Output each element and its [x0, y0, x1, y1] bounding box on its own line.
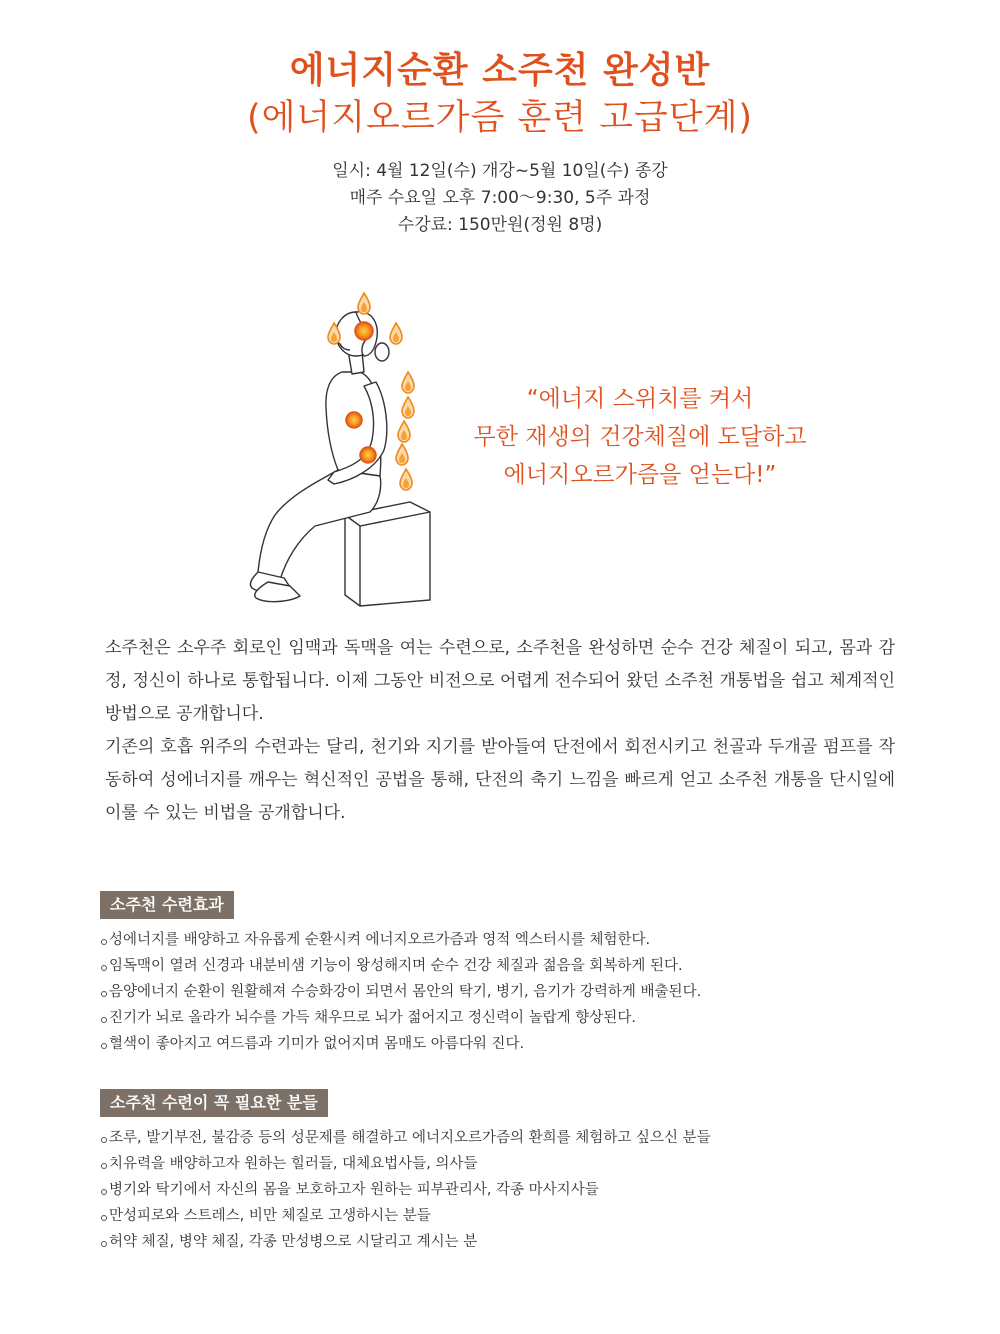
list-item: 임독맥이 열려 신경과 내분비샘 기능이 왕성해지며 순수 건강 체질과 젊음을 회복하게 된다. [100, 953, 900, 979]
effects-list [100, 927, 900, 1057]
flame-icon [398, 421, 410, 442]
schedule-date-line: 일시: 4월 12일(수) 개강~5월 10일(수) 종강 [332, 161, 668, 181]
flame-icon [402, 397, 414, 418]
list-item: 만성피로와 스트레스, 비만 체질로 고생하시는 분들 [100, 1203, 900, 1229]
quote-line: “에너지 스위치를 켜서 [526, 386, 754, 412]
dantian-energy-point [360, 447, 376, 463]
list-item: 허약 체질, 병약 체질, 각종 만성병으로 시달리고 계시는 분 [100, 1229, 900, 1255]
list-item: 병기와 탁기에서 자신의 몸을 보호하고자 원하는 피부관리사, 각종 마사지사들 [100, 1177, 900, 1203]
list-item: 조루, 발기부전, 불감증 등의 성문제를 해결하고 에너지오르가즘의 환희를 체험하고 싶으신 분들 [100, 1125, 900, 1151]
description-paragraph: 기존의 호흡 위주의 수련과는 달리, 천기와 지기를 받아들여 단전에서 회전시키고 천골과 두개골 펌프를 작동하여 성에너지를 깨우는 혁신적인 공법을 통해, 단전의 축기 느낌을 빠르게 얻고 소주천 개통을 단시일에 이룰 수 있는 비법을 공개합니다. [105, 737, 895, 823]
crown-energy-point [355, 322, 373, 340]
audience-section-label: 소주천 수련이 꼭 필요한 분들 [100, 1089, 328, 1117]
flame-icon [400, 469, 412, 490]
page-title: 에너지순환 소주천 완성반 [289, 50, 711, 91]
schedule-time-line: 매주 수요일 오후 7:00～9:30, 5주 과정 [349, 188, 651, 208]
course-description [105, 632, 895, 830]
effects-section-label: 소주천 수련효과 [100, 891, 234, 919]
slogan-quote [440, 380, 840, 494]
list-item: 진기가 뇌로 올라가 뇌수를 가득 채우므로 뇌가 젊어지고 정신력이 놀랍게 향상된다. [100, 1005, 900, 1031]
page-subtitle: (에너지오르가즘 훈련 고급단계) [246, 98, 754, 138]
flame-icon [402, 372, 414, 393]
list-item: 성에너지를 배양하고 자유롭게 순환시켜 에너지오르가즘과 영적 엑스터시를 체험한다. [100, 927, 900, 953]
list-item: 혈색이 좋아지고 여드름과 기미가 없어지며 몸매도 아름다워 진다. [100, 1031, 900, 1057]
quote-line: 에너지오르가즘을 얻는다!” [503, 462, 777, 488]
description-paragraph: 소주천은 소우주 회로인 임맥과 독맥을 여는 수련으로, 소주천을 완성하면 순수 건강 체질이 되고, 몸과 감정, 정신이 하나로 통합됩니다. 이제 그동안 비전으로 어렵게 전수되어 왔던 소주천 개통법을 쉽고 체계적인 방법으로 공개합니다. [105, 638, 895, 724]
flame-icon [358, 293, 370, 314]
list-item: 음양에너지 순환이 원활해져 수승화강이 되면서 몸안의 탁기, 병기, 음기가 강력하게 배출된다. [100, 979, 900, 1005]
schedule-info [0, 158, 1000, 239]
flame-icon [396, 444, 408, 465]
heart-energy-point [346, 412, 362, 428]
list-item: 치유력을 배양하고자 원하는 힐러들, 대체요법사들, 의사들 [100, 1151, 900, 1177]
tuition-line: 수강료: 150만원(정원 8명) [397, 215, 603, 235]
quote-line: 무한 재생의 건강체질에 도달하고 [473, 424, 807, 450]
audience-list [100, 1125, 900, 1255]
seated-meditation-illustration [230, 290, 450, 610]
flame-icon [390, 323, 402, 344]
